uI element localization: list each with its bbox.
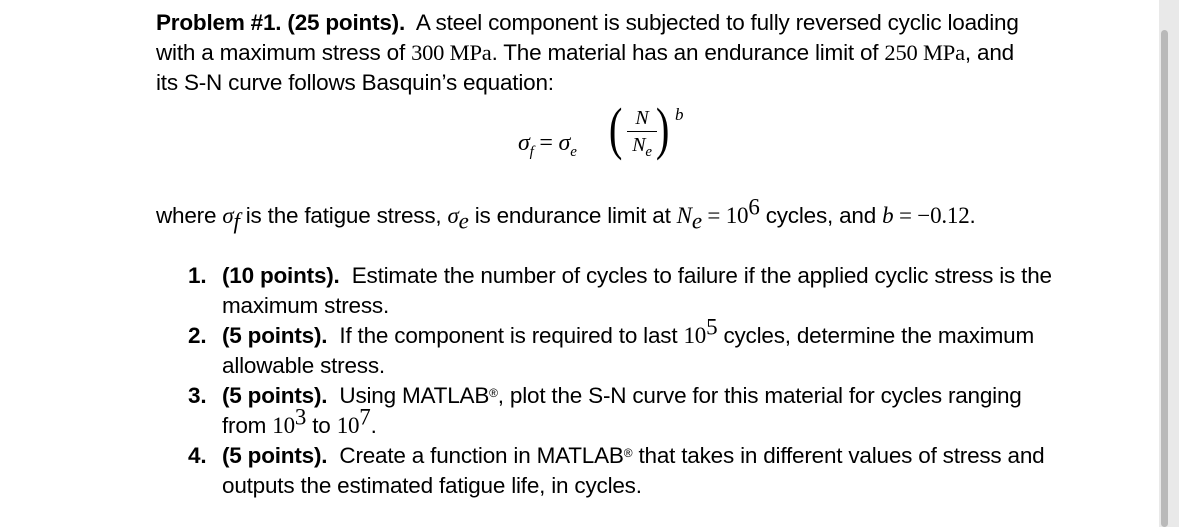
fraction-denominator bbox=[625, 133, 659, 160]
where-sigma-f-sub: f bbox=[233, 208, 240, 234]
where-text-4: cycles, and bbox=[759, 203, 883, 228]
where-clause bbox=[156, 194, 1136, 234]
intro-text-1: A steel component is subjected to fully reversed cyclic loading bbox=[415, 10, 1019, 35]
equation-lhs bbox=[518, 128, 577, 158]
power-base: 10 bbox=[272, 413, 295, 438]
where-text-5: . bbox=[969, 203, 976, 228]
intro-line-3 bbox=[156, 68, 1116, 98]
where-text-2: is the fatigue stress, bbox=[239, 203, 448, 228]
intro-text-3: its S-N curve follows Basquin’s equation: bbox=[156, 70, 554, 95]
where-text-3: is endurance limit at bbox=[468, 203, 677, 228]
question-text: , plot the S-N curve for this material for cycles ranging bbox=[497, 383, 1022, 408]
sigma-e-symbol: σ bbox=[558, 130, 571, 156]
question-text: Using MATLAB bbox=[339, 383, 490, 408]
problem-document bbox=[156, 8, 1116, 498]
where-sigma-e-sub: e bbox=[458, 208, 469, 234]
power-base: 10 bbox=[336, 413, 360, 438]
power-exponent: 5 bbox=[706, 314, 718, 340]
intro-text-2c: , and bbox=[964, 40, 1014, 65]
question-text: If the component is required to last bbox=[339, 323, 678, 348]
registered-mark: ® bbox=[489, 386, 498, 400]
power-exponent: 7 bbox=[359, 404, 371, 430]
where-exp-6: 6 bbox=[748, 194, 760, 220]
question-item bbox=[156, 381, 1056, 441]
question-item bbox=[156, 314, 1056, 381]
intro-text-2a: with a maximum stress of bbox=[156, 40, 406, 65]
question-text: to bbox=[312, 413, 331, 438]
right-paren: ) bbox=[655, 96, 670, 161]
question-line bbox=[222, 261, 1056, 291]
max-stress-value: 300 MPa bbox=[411, 40, 492, 65]
fraction-numerator: N bbox=[635, 107, 649, 129]
endurance-limit-value: 250 MPa bbox=[884, 40, 965, 65]
question-text-continued: allowable stress. bbox=[222, 353, 385, 378]
problem-points: (25 points). bbox=[287, 10, 406, 35]
question-number: 2. bbox=[188, 323, 207, 348]
question-points: (5 points). bbox=[222, 443, 328, 468]
question-line bbox=[222, 381, 1056, 411]
where-ne-sub: e bbox=[691, 208, 702, 234]
denominator-symbol: N bbox=[632, 134, 646, 156]
question-points: (5 points). bbox=[222, 383, 328, 408]
fraction-bar bbox=[627, 131, 657, 132]
question-text: cycles, determine the maximum bbox=[723, 323, 1035, 348]
question-text: Create a function in MATLAB bbox=[339, 443, 624, 468]
sigma-f-subscript: f bbox=[529, 143, 534, 160]
exponent-b: b bbox=[675, 105, 684, 124]
where-ne: N bbox=[676, 203, 692, 228]
scrollbar-thumb[interactable] bbox=[1161, 30, 1168, 527]
intro-line-2 bbox=[156, 38, 1116, 68]
question-text: that takes in different values of stress and bbox=[638, 443, 1045, 468]
sigma-e-subscript: e bbox=[570, 143, 577, 160]
fraction-n-over-ne bbox=[625, 106, 659, 160]
question-number: 3. bbox=[188, 383, 207, 408]
question-item bbox=[156, 261, 1056, 321]
where-b-value: = −0.12 bbox=[893, 203, 970, 228]
question-item bbox=[156, 441, 1056, 501]
intro-line-1 bbox=[156, 8, 1116, 38]
question-number: 4. bbox=[188, 443, 207, 468]
question-text: Estimate the number of cycles to failure if the applied cyclic stress is the bbox=[351, 263, 1052, 288]
intro-text-2b: . The material has an endurance limit of bbox=[491, 40, 879, 65]
question-number: 1. bbox=[188, 263, 207, 288]
where-sigma-e: σ bbox=[447, 203, 459, 228]
power-base: 10 bbox=[683, 323, 707, 348]
question-list bbox=[156, 261, 1056, 501]
question-text-continued: outputs the estimated fatigue life, in cycles. bbox=[222, 473, 642, 498]
question-points: (10 points). bbox=[222, 263, 340, 288]
question-line bbox=[222, 441, 1056, 471]
equals-sign: = bbox=[533, 130, 559, 156]
left-paren: ( bbox=[608, 96, 623, 161]
question-line bbox=[222, 404, 1056, 441]
where-sigma-f: σ bbox=[222, 203, 234, 228]
sigma-f-symbol: σ bbox=[518, 130, 530, 156]
where-ne-value: = 10 bbox=[701, 203, 749, 228]
problem-intro bbox=[156, 8, 1116, 98]
denominator-subscript: e bbox=[645, 144, 652, 160]
problem-title: Problem #1. bbox=[156, 10, 282, 35]
basquin-equation bbox=[156, 96, 1116, 180]
question-text: . bbox=[370, 413, 377, 438]
question-text-continued: maximum stress. bbox=[222, 293, 390, 318]
question-line bbox=[222, 314, 1056, 351]
where-text-1: where bbox=[156, 203, 223, 228]
where-b: b bbox=[882, 203, 894, 228]
registered-mark: ® bbox=[623, 446, 633, 460]
question-text: from bbox=[222, 413, 267, 438]
power-exponent: 3 bbox=[294, 404, 307, 430]
question-points: (5 points). bbox=[222, 323, 328, 348]
